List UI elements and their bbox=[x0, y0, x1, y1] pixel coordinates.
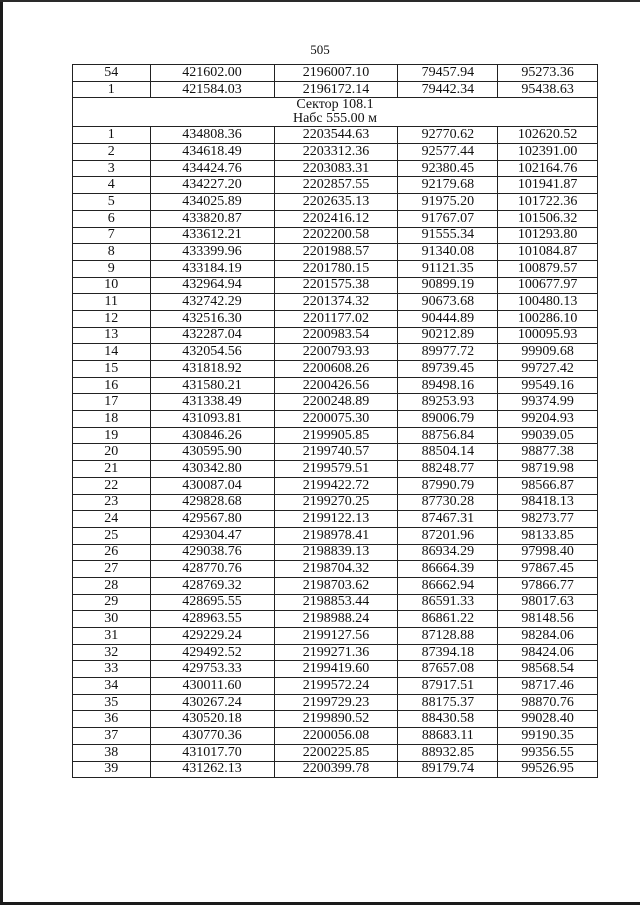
section-row bbox=[73, 98, 598, 127]
table-row bbox=[73, 728, 598, 745]
local-y-cell: 98133.85 bbox=[498, 527, 598, 544]
local-y-cell: 100095.93 bbox=[498, 327, 598, 344]
scan-edge-left bbox=[0, 0, 3, 905]
local-x-cell: 91340.08 bbox=[398, 244, 498, 261]
point-number-cell: 3 bbox=[73, 160, 151, 177]
local-y-cell: 98424.06 bbox=[498, 644, 598, 661]
local-y-cell: 101293.80 bbox=[498, 227, 598, 244]
local-x-cell: 86662.94 bbox=[398, 577, 498, 594]
x-coordinate-cell: 431580.21 bbox=[150, 377, 274, 394]
y-coordinate-cell: 2200225.85 bbox=[274, 744, 398, 761]
y-coordinate-cell: 2200075.30 bbox=[274, 411, 398, 428]
x-coordinate-cell: 431262.13 bbox=[150, 761, 274, 778]
x-coordinate-cell: 432516.30 bbox=[150, 310, 274, 327]
local-x-cell: 92179.68 bbox=[398, 177, 498, 194]
y-coordinate-cell: 2199422.72 bbox=[274, 477, 398, 494]
x-coordinate-cell: 421584.03 bbox=[150, 81, 274, 98]
table-row bbox=[73, 260, 598, 277]
page-number: 505 bbox=[310, 42, 330, 57]
local-x-cell: 90673.68 bbox=[398, 294, 498, 311]
table-row bbox=[73, 544, 598, 561]
point-number-cell: 5 bbox=[73, 194, 151, 211]
x-coordinate-cell: 430770.36 bbox=[150, 728, 274, 745]
point-number-cell: 8 bbox=[73, 244, 151, 261]
section-rows bbox=[73, 127, 598, 778]
x-coordinate-cell: 434618.49 bbox=[150, 144, 274, 161]
table-row bbox=[73, 144, 598, 161]
table-row bbox=[73, 694, 598, 711]
point-number-cell: 4 bbox=[73, 177, 151, 194]
point-number-cell: 22 bbox=[73, 477, 151, 494]
x-coordinate-cell: 432054.56 bbox=[150, 344, 274, 361]
y-coordinate-cell: 2199270.25 bbox=[274, 494, 398, 511]
local-x-cell: 87467.31 bbox=[398, 511, 498, 528]
x-coordinate-cell: 429492.52 bbox=[150, 644, 274, 661]
y-coordinate-cell: 2196172.14 bbox=[274, 81, 398, 98]
local-y-cell: 98568.54 bbox=[498, 661, 598, 678]
x-coordinate-cell: 434025.89 bbox=[150, 194, 274, 211]
y-coordinate-cell: 2198853.44 bbox=[274, 594, 398, 611]
x-coordinate-cell: 430087.04 bbox=[150, 477, 274, 494]
local-x-cell: 89498.16 bbox=[398, 377, 498, 394]
local-y-cell: 97866.77 bbox=[498, 577, 598, 594]
local-y-cell: 98566.87 bbox=[498, 477, 598, 494]
table-row bbox=[73, 177, 598, 194]
y-coordinate-cell: 2198988.24 bbox=[274, 611, 398, 628]
local-y-cell: 98719.98 bbox=[498, 461, 598, 478]
table-row bbox=[73, 644, 598, 661]
table-row bbox=[73, 444, 598, 461]
x-coordinate-cell: 433612.21 bbox=[150, 227, 274, 244]
local-y-cell: 95438.63 bbox=[498, 81, 598, 98]
x-coordinate-cell: 430267.24 bbox=[150, 694, 274, 711]
table-row bbox=[73, 344, 598, 361]
point-number-cell: 16 bbox=[73, 377, 151, 394]
point-number-cell: 37 bbox=[73, 728, 151, 745]
y-coordinate-cell: 2203544.63 bbox=[274, 127, 398, 144]
point-number-cell: 19 bbox=[73, 427, 151, 444]
y-coordinate-cell: 2198839.13 bbox=[274, 544, 398, 561]
y-coordinate-cell: 2202200.58 bbox=[274, 227, 398, 244]
local-x-cell: 89253.93 bbox=[398, 394, 498, 411]
y-coordinate-cell: 2200248.89 bbox=[274, 394, 398, 411]
local-x-cell: 87917.51 bbox=[398, 678, 498, 695]
table-row bbox=[73, 310, 598, 327]
x-coordinate-cell: 430520.18 bbox=[150, 711, 274, 728]
x-coordinate-cell: 433820.87 bbox=[150, 210, 274, 227]
point-number-cell: 36 bbox=[73, 711, 151, 728]
local-x-cell: 88175.37 bbox=[398, 694, 498, 711]
y-coordinate-cell: 2200056.08 bbox=[274, 728, 398, 745]
y-coordinate-cell: 2200399.78 bbox=[274, 761, 398, 778]
local-y-cell: 98017.63 bbox=[498, 594, 598, 611]
table-row bbox=[73, 411, 598, 428]
local-y-cell: 98273.77 bbox=[498, 511, 598, 528]
table-row bbox=[73, 711, 598, 728]
y-coordinate-cell: 2202416.12 bbox=[274, 210, 398, 227]
y-coordinate-cell: 2199572.24 bbox=[274, 678, 398, 695]
table-row bbox=[73, 744, 598, 761]
local-x-cell: 88756.84 bbox=[398, 427, 498, 444]
local-y-cell: 101084.87 bbox=[498, 244, 598, 261]
y-coordinate-cell: 2198703.62 bbox=[274, 577, 398, 594]
local-x-cell: 89739.45 bbox=[398, 361, 498, 378]
y-coordinate-cell: 2199740.57 bbox=[274, 444, 398, 461]
local-y-cell: 99374.99 bbox=[498, 394, 598, 411]
point-number-cell: 13 bbox=[73, 327, 151, 344]
table-row bbox=[73, 160, 598, 177]
local-y-cell: 101506.32 bbox=[498, 210, 598, 227]
y-coordinate-cell: 2199122.13 bbox=[274, 511, 398, 528]
table-row bbox=[73, 327, 598, 344]
x-coordinate-cell: 428769.32 bbox=[150, 577, 274, 594]
point-number-cell: 38 bbox=[73, 744, 151, 761]
point-number-cell: 12 bbox=[73, 310, 151, 327]
x-coordinate-cell: 431093.81 bbox=[150, 411, 274, 428]
x-coordinate-cell: 431338.49 bbox=[150, 394, 274, 411]
table-row bbox=[73, 511, 598, 528]
point-number-cell: 23 bbox=[73, 494, 151, 511]
local-x-cell: 79442.34 bbox=[398, 81, 498, 98]
x-coordinate-cell: 432742.29 bbox=[150, 294, 274, 311]
x-coordinate-cell: 430011.60 bbox=[150, 678, 274, 695]
local-x-cell: 91121.35 bbox=[398, 260, 498, 277]
point-number-cell: 21 bbox=[73, 461, 151, 478]
local-x-cell: 91767.07 bbox=[398, 210, 498, 227]
table-row bbox=[73, 661, 598, 678]
y-coordinate-cell: 2199419.60 bbox=[274, 661, 398, 678]
y-coordinate-cell: 2199271.36 bbox=[274, 644, 398, 661]
scan-edge-top bbox=[0, 0, 640, 2]
point-number-cell: 1 bbox=[73, 81, 151, 98]
local-y-cell: 98418.13 bbox=[498, 494, 598, 511]
table-row bbox=[73, 361, 598, 378]
x-coordinate-cell: 431818.92 bbox=[150, 361, 274, 378]
x-coordinate-cell: 429229.24 bbox=[150, 628, 274, 645]
point-number-cell: 29 bbox=[73, 594, 151, 611]
point-number-cell: 17 bbox=[73, 394, 151, 411]
x-coordinate-cell: 433399.96 bbox=[150, 244, 274, 261]
table-row bbox=[73, 127, 598, 144]
y-coordinate-cell: 2200983.54 bbox=[274, 327, 398, 344]
x-coordinate-cell: 428963.55 bbox=[150, 611, 274, 628]
table-row bbox=[73, 427, 598, 444]
x-coordinate-cell: 434808.36 bbox=[150, 127, 274, 144]
point-number-cell: 39 bbox=[73, 761, 151, 778]
point-number-cell: 1 bbox=[73, 127, 151, 144]
y-coordinate-cell: 2201177.02 bbox=[274, 310, 398, 327]
table-row bbox=[73, 65, 598, 82]
point-number-cell: 7 bbox=[73, 227, 151, 244]
y-coordinate-cell: 2199127.56 bbox=[274, 628, 398, 645]
y-coordinate-cell: 2201988.57 bbox=[274, 244, 398, 261]
local-x-cell: 88430.58 bbox=[398, 711, 498, 728]
local-y-cell: 97867.45 bbox=[498, 561, 598, 578]
section-title: Сектор 108.1 bbox=[296, 97, 374, 113]
table-row bbox=[73, 561, 598, 578]
y-coordinate-cell: 2201780.15 bbox=[274, 260, 398, 277]
point-number-cell: 31 bbox=[73, 628, 151, 645]
point-number-cell: 18 bbox=[73, 411, 151, 428]
y-coordinate-cell: 2203083.31 bbox=[274, 160, 398, 177]
point-number-cell: 6 bbox=[73, 210, 151, 227]
x-coordinate-cell: 429567.80 bbox=[150, 511, 274, 528]
local-y-cell: 99204.93 bbox=[498, 411, 598, 428]
x-coordinate-cell: 434424.76 bbox=[150, 160, 274, 177]
table-row bbox=[73, 81, 598, 98]
table-row bbox=[73, 527, 598, 544]
point-number-cell: 27 bbox=[73, 561, 151, 578]
local-x-cell: 86861.22 bbox=[398, 611, 498, 628]
local-x-cell: 90444.89 bbox=[398, 310, 498, 327]
point-number-cell: 11 bbox=[73, 294, 151, 311]
x-coordinate-cell: 432287.04 bbox=[150, 327, 274, 344]
x-coordinate-cell: 429828.68 bbox=[150, 494, 274, 511]
local-x-cell: 91975.20 bbox=[398, 194, 498, 211]
x-coordinate-cell: 434227.20 bbox=[150, 177, 274, 194]
y-coordinate-cell: 2200608.26 bbox=[274, 361, 398, 378]
local-y-cell: 99727.42 bbox=[498, 361, 598, 378]
y-coordinate-cell: 2196007.10 bbox=[274, 65, 398, 82]
point-number-cell: 35 bbox=[73, 694, 151, 711]
local-x-cell: 87128.88 bbox=[398, 628, 498, 645]
local-y-cell: 102620.52 bbox=[498, 127, 598, 144]
y-coordinate-cell: 2199579.51 bbox=[274, 461, 398, 478]
local-y-cell: 99028.40 bbox=[498, 711, 598, 728]
table-row bbox=[73, 611, 598, 628]
table-row bbox=[73, 244, 598, 261]
local-y-cell: 99526.95 bbox=[498, 761, 598, 778]
point-number-cell: 24 bbox=[73, 511, 151, 528]
y-coordinate-cell: 2200426.56 bbox=[274, 377, 398, 394]
y-coordinate-cell: 2199729.23 bbox=[274, 694, 398, 711]
x-coordinate-cell: 429304.47 bbox=[150, 527, 274, 544]
coordinates-table bbox=[72, 64, 598, 778]
y-coordinate-cell: 2201575.38 bbox=[274, 277, 398, 294]
table-row bbox=[73, 678, 598, 695]
table-row bbox=[73, 594, 598, 611]
section-cell bbox=[73, 98, 598, 127]
point-number-cell: 54 bbox=[73, 65, 151, 82]
y-coordinate-cell: 2199905.85 bbox=[274, 427, 398, 444]
local-x-cell: 91555.34 bbox=[398, 227, 498, 244]
x-coordinate-cell: 428770.76 bbox=[150, 561, 274, 578]
x-coordinate-cell: 433184.19 bbox=[150, 260, 274, 277]
x-coordinate-cell: 429038.76 bbox=[150, 544, 274, 561]
x-coordinate-cell: 430342.80 bbox=[150, 461, 274, 478]
local-y-cell: 98284.06 bbox=[498, 628, 598, 645]
section-subtitle: Набс 555.00 м bbox=[292, 111, 378, 127]
local-x-cell: 88504.14 bbox=[398, 444, 498, 461]
local-y-cell: 100879.57 bbox=[498, 260, 598, 277]
point-number-cell: 14 bbox=[73, 344, 151, 361]
section-header bbox=[73, 98, 598, 127]
point-number-cell: 2 bbox=[73, 144, 151, 161]
y-coordinate-cell: 2201374.32 bbox=[274, 294, 398, 311]
local-y-cell: 98877.38 bbox=[498, 444, 598, 461]
local-x-cell: 86664.39 bbox=[398, 561, 498, 578]
local-y-cell: 95273.36 bbox=[498, 65, 598, 82]
local-y-cell: 100480.13 bbox=[498, 294, 598, 311]
local-y-cell: 100677.97 bbox=[498, 277, 598, 294]
point-number-cell: 30 bbox=[73, 611, 151, 628]
y-coordinate-cell: 2200793.93 bbox=[274, 344, 398, 361]
local-y-cell: 97998.40 bbox=[498, 544, 598, 561]
local-x-cell: 89977.72 bbox=[398, 344, 498, 361]
local-x-cell: 87394.18 bbox=[398, 644, 498, 661]
local-x-cell: 79457.94 bbox=[398, 65, 498, 82]
local-x-cell: 92770.62 bbox=[398, 127, 498, 144]
local-y-cell: 98717.46 bbox=[498, 678, 598, 695]
y-coordinate-cell: 2199890.52 bbox=[274, 711, 398, 728]
table-row bbox=[73, 277, 598, 294]
local-y-cell: 99039.05 bbox=[498, 427, 598, 444]
table-row bbox=[73, 294, 598, 311]
local-x-cell: 87990.79 bbox=[398, 477, 498, 494]
local-x-cell: 88683.11 bbox=[398, 728, 498, 745]
local-x-cell: 92380.45 bbox=[398, 160, 498, 177]
table-row bbox=[73, 377, 598, 394]
local-x-cell: 89179.74 bbox=[398, 761, 498, 778]
point-number-cell: 25 bbox=[73, 527, 151, 544]
point-number-cell: 10 bbox=[73, 277, 151, 294]
table-row bbox=[73, 194, 598, 211]
point-number-cell: 28 bbox=[73, 577, 151, 594]
table-row bbox=[73, 577, 598, 594]
local-y-cell: 99356.55 bbox=[498, 744, 598, 761]
local-y-cell: 99549.16 bbox=[498, 377, 598, 394]
x-coordinate-cell: 428695.55 bbox=[150, 594, 274, 611]
point-number-cell: 34 bbox=[73, 678, 151, 695]
y-coordinate-cell: 2202635.13 bbox=[274, 194, 398, 211]
local-y-cell: 102391.00 bbox=[498, 144, 598, 161]
table-row bbox=[73, 227, 598, 244]
local-x-cell: 90899.19 bbox=[398, 277, 498, 294]
x-coordinate-cell: 431017.70 bbox=[150, 744, 274, 761]
local-y-cell: 102164.76 bbox=[498, 160, 598, 177]
y-coordinate-cell: 2202857.55 bbox=[274, 177, 398, 194]
point-number-cell: 33 bbox=[73, 661, 151, 678]
point-number-cell: 26 bbox=[73, 544, 151, 561]
point-number-cell: 32 bbox=[73, 644, 151, 661]
table-row bbox=[73, 761, 598, 778]
x-coordinate-cell: 429753.33 bbox=[150, 661, 274, 678]
x-coordinate-cell: 421602.00 bbox=[150, 65, 274, 82]
local-x-cell: 89006.79 bbox=[398, 411, 498, 428]
local-x-cell: 88248.77 bbox=[398, 461, 498, 478]
table-row bbox=[73, 494, 598, 511]
table-row bbox=[73, 210, 598, 227]
table-row bbox=[73, 394, 598, 411]
local-x-cell: 88932.85 bbox=[398, 744, 498, 761]
x-coordinate-cell: 430846.26 bbox=[150, 427, 274, 444]
point-number-cell: 15 bbox=[73, 361, 151, 378]
local-y-cell: 100286.10 bbox=[498, 310, 598, 327]
local-x-cell: 90212.89 bbox=[398, 327, 498, 344]
y-coordinate-cell: 2198978.41 bbox=[274, 527, 398, 544]
x-coordinate-cell: 432964.94 bbox=[150, 277, 274, 294]
table-row bbox=[73, 628, 598, 645]
table-row bbox=[73, 461, 598, 478]
x-coordinate-cell: 430595.90 bbox=[150, 444, 274, 461]
local-y-cell: 101722.36 bbox=[498, 194, 598, 211]
local-x-cell: 87201.96 bbox=[398, 527, 498, 544]
local-y-cell: 98148.56 bbox=[498, 611, 598, 628]
point-number-cell: 9 bbox=[73, 260, 151, 277]
y-coordinate-cell: 2203312.36 bbox=[274, 144, 398, 161]
local-x-cell: 87730.28 bbox=[398, 494, 498, 511]
y-coordinate-cell: 2198704.32 bbox=[274, 561, 398, 578]
local-y-cell: 98870.76 bbox=[498, 694, 598, 711]
top-rows bbox=[73, 65, 598, 98]
local-x-cell: 87657.08 bbox=[398, 661, 498, 678]
local-y-cell: 99909.68 bbox=[498, 344, 598, 361]
point-number-cell: 20 bbox=[73, 444, 151, 461]
local-x-cell: 86591.33 bbox=[398, 594, 498, 611]
table-row bbox=[73, 477, 598, 494]
local-x-cell: 92577.44 bbox=[398, 144, 498, 161]
local-x-cell: 86934.29 bbox=[398, 544, 498, 561]
local-y-cell: 101941.87 bbox=[498, 177, 598, 194]
local-y-cell: 99190.35 bbox=[498, 728, 598, 745]
